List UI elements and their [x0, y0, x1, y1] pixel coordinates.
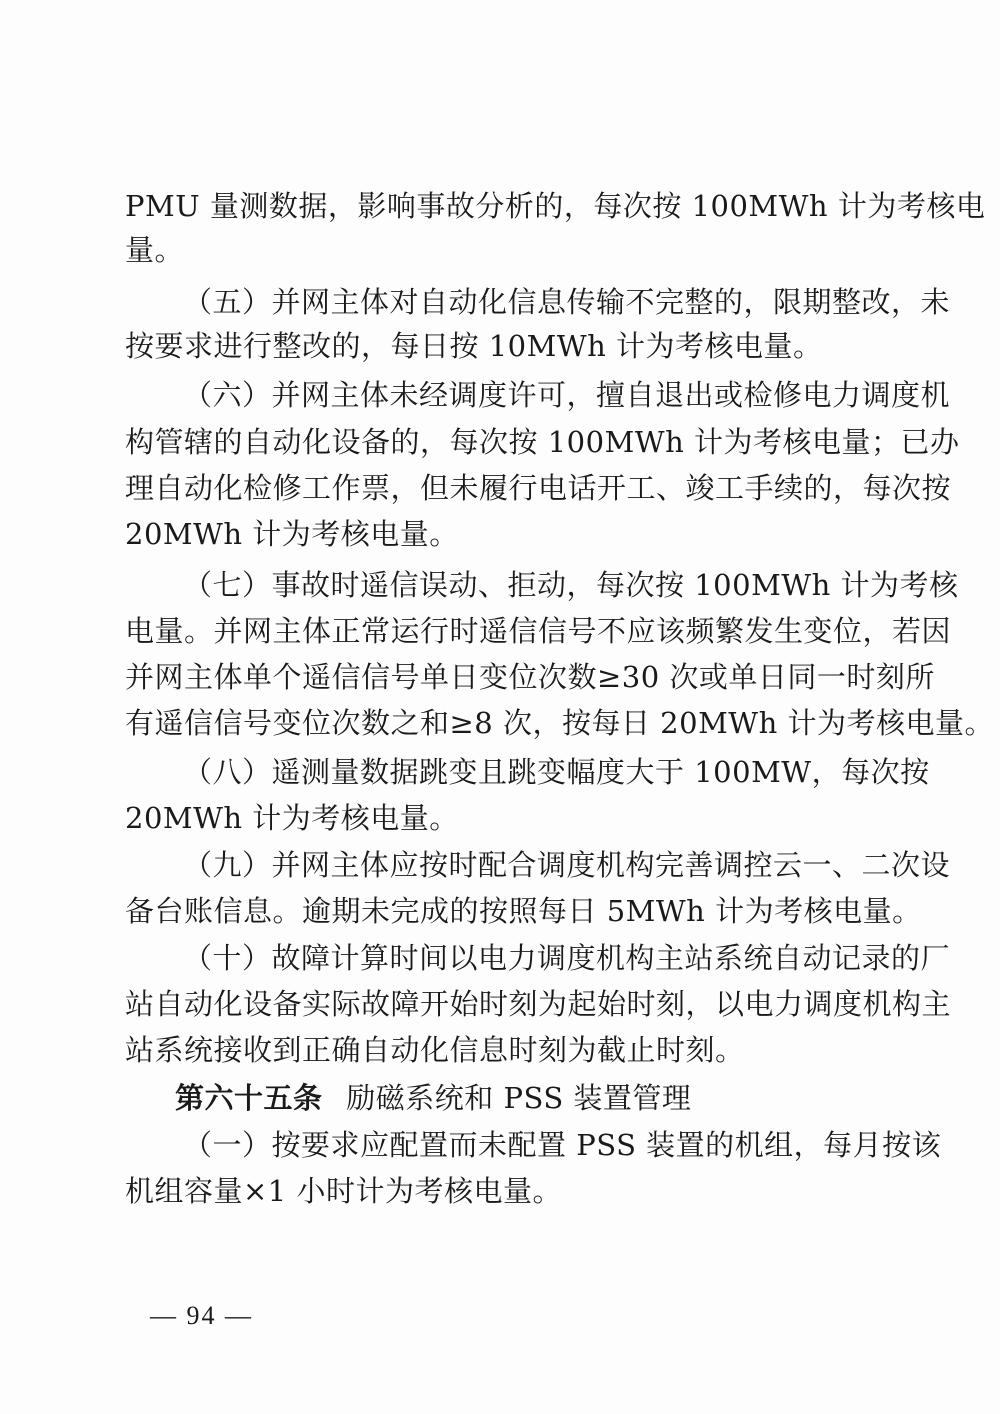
text-line: （十）故障计算时间以电力调度机构主站系统自动记录的厂 [183, 941, 951, 975]
text-line: （五）并网主体对自动化信息传输不完整的，限期整改，未 [183, 285, 951, 319]
text-line: （一）按要求应配置而未配置 PSS 装置的机组，每月按该 [183, 1128, 942, 1162]
text-line: 并网主体单个遥信信号单日变位次数≥30 次或单日同一时刻所 [125, 660, 935, 694]
text-line: （八）遥测量数据跳变且跳变幅度大于 100MW，每次按 [183, 755, 930, 789]
text-line: 有遥信信号变位次数之和≥8 次，按每日 20MWh 计为考核电量。 [125, 706, 994, 740]
text-line: PMU 量测数据，影响事故分析的，每次按 100MWh 计为考核电 [125, 189, 986, 223]
text-line: （九）并网主体应按时配合调度机构完善调控云一、二次设 [183, 848, 951, 882]
text-line: （七）事故时遥信误动、拒动，每次按 100MWh 计为考核 [183, 568, 959, 602]
article-number: 第六十五条 [175, 1081, 323, 1115]
text-line: 备台账信息。逾期未完成的按照每日 5MWh 计为考核电量。 [125, 894, 922, 928]
article-heading [175, 1076, 865, 1120]
article-title: 励磁系统和 PSS 装置管理 [346, 1081, 692, 1115]
text-line: 机组容量×1 小时计为考核电量。 [125, 1174, 562, 1208]
text-line: 理自动化检修工作票，但未履行电话开工、竣工手续的，每次按 [125, 471, 952, 505]
text-line: （六）并网主体未经调度许可，擅自退出或检修电力调度机 [183, 378, 951, 412]
text-line: 站系统接收到正确自动化信息时刻为截止时刻。 [125, 1033, 745, 1067]
text-line: 20MWh 计为考核电量。 [125, 517, 459, 551]
text-line: 20MWh 计为考核电量。 [125, 801, 459, 835]
text-line: 电量。并网主体正常运行时遥信信号不应该频繁发生变位，若因 [125, 614, 952, 648]
text-line: 按要求进行整改的，每日按 10MWh 计为考核电量。 [125, 329, 823, 363]
text-line: 构管辖的自动化设备的，每次按 100MWh 计为考核电量；已办 [125, 425, 960, 459]
page-number: — 94 — [150, 1301, 253, 1330]
text-line: 站自动化设备实际故障开始时刻为起始时刻，以电力调度机构主 [125, 987, 952, 1021]
text-line: 量。 [125, 233, 185, 267]
